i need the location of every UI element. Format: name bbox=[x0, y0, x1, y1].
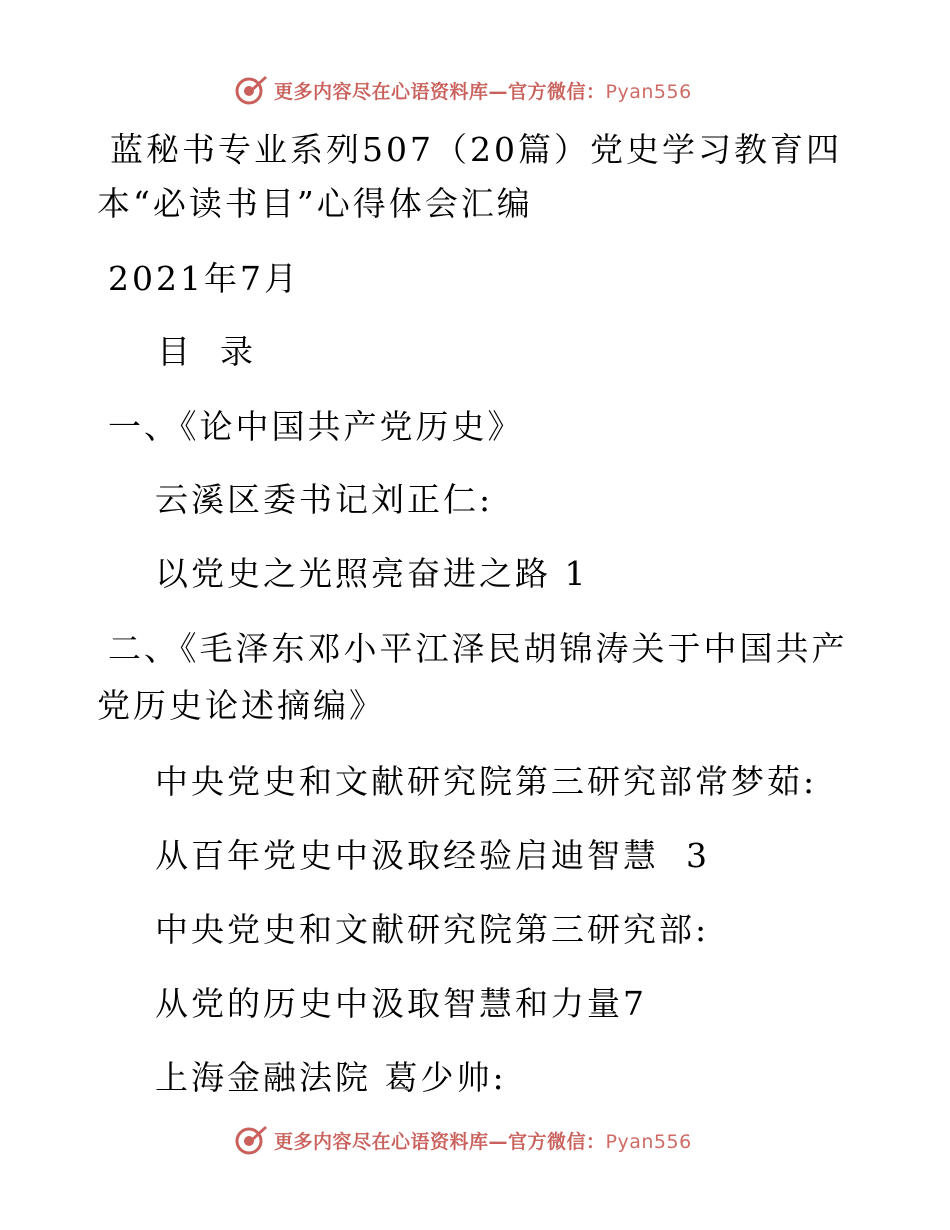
toc-section-2-line-2: 党历史论述摘编》 bbox=[97, 686, 385, 725]
watermark-wechat-id: Pyan556 bbox=[605, 80, 692, 103]
footer-watermark bbox=[234, 1122, 692, 1158]
toc-item-author: 上海金融法院 葛少帅: bbox=[155, 1058, 507, 1097]
document-title-line-1: 蓝秘书专业系列507（20篇）党史学习教育四 bbox=[110, 130, 842, 169]
toc-section-1: 一、《论中国共产党历史》 bbox=[108, 407, 524, 446]
document-title-line-2: 本“必读书目”心得体会汇编 bbox=[97, 184, 533, 223]
toc-item-title: 从党的历史中汲取智慧和力量7 bbox=[155, 984, 647, 1023]
document-date: 2021年7月 bbox=[108, 259, 300, 298]
toc-item-title: 以党史之光照亮奋进之路 1 bbox=[155, 554, 589, 593]
pen-circle-logo-icon bbox=[234, 73, 268, 107]
toc-heading: 目 录 bbox=[157, 332, 256, 371]
header-watermark bbox=[234, 72, 692, 108]
toc-item-author: 中央党史和文献研究院第三研究部: bbox=[155, 910, 710, 949]
toc-section-2-line-1: 二、《毛泽东邓小平江泽民胡锦涛关于中国共产 bbox=[108, 629, 848, 668]
toc-item-title: 从百年党史中汲取经验启迪智慧 3 bbox=[155, 836, 710, 875]
toc-item-author: 中央党史和文献研究院第三研究部常梦茹: bbox=[155, 762, 818, 801]
watermark-text: 更多内容尽在心语资料库—官方微信：Pyan556 bbox=[274, 1130, 692, 1153]
pen-circle-logo-icon bbox=[234, 1123, 268, 1157]
watermark-wechat-id: Pyan556 bbox=[605, 1130, 692, 1153]
toc-item-author: 云溪区委书记刘正仁: bbox=[155, 480, 494, 519]
watermark-text: 更多内容尽在心语资料库—官方微信：Pyan556 bbox=[274, 80, 692, 103]
